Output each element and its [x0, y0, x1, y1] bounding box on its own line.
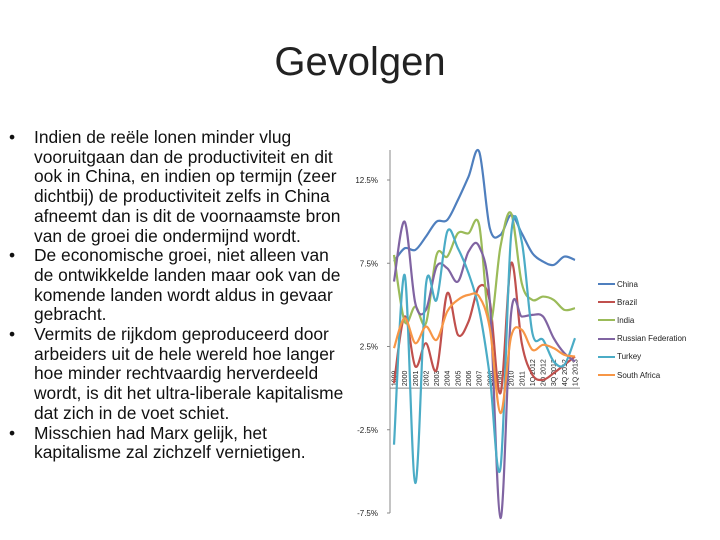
x-tick-label: 2002: [423, 370, 431, 387]
legend-entry: [598, 275, 686, 293]
x-tick-label: 2004: [444, 370, 452, 387]
slide-title: Gevolgen: [274, 40, 446, 84]
series-line-china: [394, 150, 575, 265]
legend-entry: [598, 330, 686, 348]
y-tick-label: 2.5%: [359, 342, 378, 352]
legend-entry: [598, 311, 686, 329]
bullet-text: Indien de reële lonen minder vlug vooruitgaan dan de productiviteit en dit ook in China, en indien op termijn (zeer dichtbij) de productiviteit zelfs in China afneemt dan is dit de voornaamste bron van de groei die ondermijnd wordt.: [34, 127, 341, 246]
y-tick-label: 7.5%: [359, 259, 378, 269]
x-tick-label: 2Q 2012: [540, 359, 548, 387]
legend-swatch-icon: [598, 319, 615, 321]
legend-entry: [598, 366, 686, 384]
x-tick-label: 1Q 2013: [572, 359, 580, 387]
legend-label: India: [617, 315, 635, 325]
legend-swatch-icon: [598, 374, 615, 376]
x-tick-label: 2003: [434, 370, 442, 387]
legend-swatch-icon: [598, 356, 615, 358]
x-tick-label: 1Q 2012: [529, 359, 537, 387]
legend-label: Russian Federation: [617, 334, 687, 344]
legend-label: China: [617, 279, 638, 289]
bullet-dot-icon: •: [9, 422, 16, 443]
y-tick-label: -2.5%: [357, 425, 378, 435]
x-tick-label: 2005: [455, 370, 463, 387]
legend-label: Turkey: [617, 352, 642, 362]
bullet-text: Vermits de rijkdom geproduceerd door arbeiders uit de hele wereld hoe langer hoe minder rechtvaardig herverdeeld wordt, is dit het ultra-liberale kapitalisme dat zich in de voet schiet.: [34, 324, 344, 423]
legend-swatch-icon: [598, 301, 615, 303]
chart-legend: [598, 275, 686, 384]
bullet-text: De economische groei, niet alleen van de ontwikkelde landen maar ook van de komende landen wordt aldus in gevaar gebracht.: [34, 245, 341, 325]
x-tick-label: 2007: [476, 370, 484, 387]
x-tick-label: 2001: [412, 370, 420, 387]
x-tick-label: 2010: [508, 370, 516, 387]
legend-label: South Africa: [617, 370, 661, 380]
x-tick-label: 2006: [466, 370, 474, 387]
x-tick-label: 4Q 2012: [561, 359, 569, 387]
legend-swatch-icon: [598, 283, 615, 285]
legend-label: Brazil: [617, 297, 638, 307]
x-tick-label: 2008: [487, 370, 495, 387]
y-tick-label: -7.5%: [357, 509, 378, 518]
bullet-text: Misschien had Marx gelijk, het kapitalisme zal zichzelf vernietigen.: [34, 422, 306, 463]
legend-swatch-icon: [598, 338, 615, 340]
bullet-dot-icon: •: [9, 324, 16, 345]
x-tick-label: 2000: [402, 370, 410, 387]
x-tick-label: 1999: [391, 370, 399, 387]
bullet-dot-icon: •: [9, 245, 16, 266]
legend-entry: [598, 293, 686, 311]
x-tick-label: 3Q 2012: [551, 359, 559, 387]
x-tick-label: 2009: [497, 370, 505, 387]
series-line-turkey: [391, 216, 575, 483]
bullet-dot-icon: •: [9, 127, 16, 147]
y-tick-label: 12.5%: [355, 176, 378, 185]
x-tick-label: 2011: [519, 371, 527, 387]
legend-entry: [598, 348, 686, 366]
